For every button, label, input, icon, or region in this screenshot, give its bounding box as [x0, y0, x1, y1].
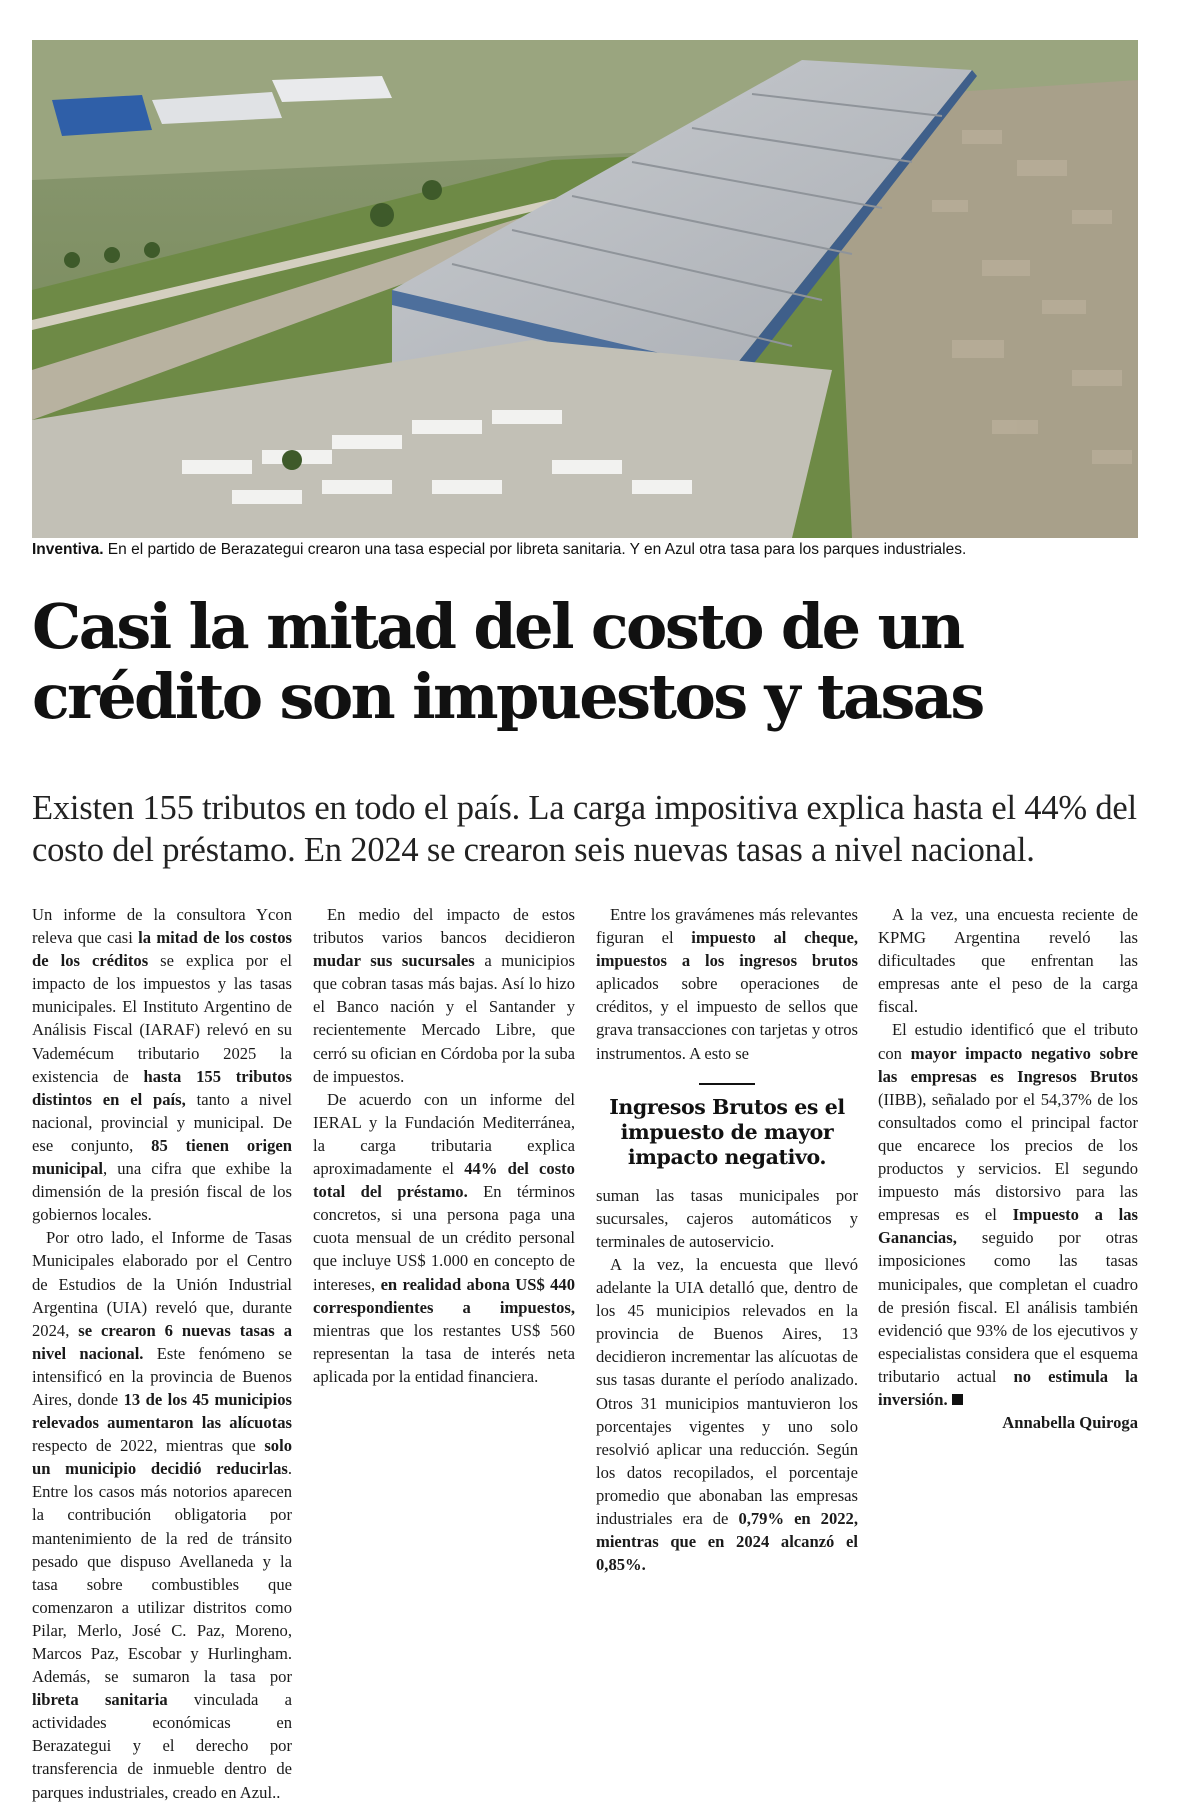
bold-run: hasta 155 tributos distintos en el país, [32, 1066, 292, 1109]
photo-caption [32, 541, 1152, 559]
bold-run: se crearon 6 nuevas tasas a nivel nacional. [32, 1320, 292, 1363]
pull-quote [596, 1083, 858, 1170]
bold-run: Impuesto a las Ganancias, [878, 1205, 1139, 1248]
text-run: mientras que los restantes US$ 560 representan la tasa de interés neta aplicada por la entidad financiera. [313, 1320, 575, 1386]
text-run: vinculada a actividades económicas en Berazategui y el derecho por transferencia de inmueble dentro de parques industriales, creado en Azul.. [32, 1690, 292, 1802]
byline: Annabella Quiroga [1002, 1413, 1138, 1433]
text-run: Un informe de la consultora Ycon releva que casi [32, 905, 292, 948]
text-run: aplicados sobre operaciones de créditos, y el impuesto de sellos que grava transacciones con tarjetas y otros instrumentos. A esto se [596, 974, 858, 1063]
paragraph-8 [878, 1018, 1138, 1411]
text-run: A la vez, una encuesta reciente de KPMG Argentina reveló las dificultades que enfrentan las empresas ante el peso de la carga fiscal. [878, 905, 1138, 1017]
bold-run: impuesto al cheque, impuestos a los ingresos brutos [596, 928, 858, 971]
bold-run: 44% del costo total del préstamo. [313, 1159, 575, 1202]
bold-run: 0,79% en 2022, mientras que en 2024 alcanzó el 0,85%. [596, 1508, 859, 1575]
bold-run: mudar sus sucursales [313, 951, 475, 971]
bold-run: en realidad abona US$ 440 correspondientes a impuestos, [313, 1274, 575, 1317]
text-run: Entre los gravámenes más relevantes figuran el [596, 905, 858, 948]
text-run: seguido por otras imposiciones como las tasas municipales, que completan el cuadro de presión fiscal. El análisis también evidenció que 93% de los ejecutivos y especialistas considera que el esquema tributario actual [878, 1228, 1138, 1386]
text-run: tanto a nivel nacional, provincial y municipal. De ese conjunto, [32, 1089, 292, 1155]
bold-run: libreta sanitaria [32, 1690, 168, 1710]
paragraph-6 [596, 1253, 858, 1576]
bold-run: mayor impacto negativo sobre las empresas es Ingresos Brutos [878, 1043, 1138, 1086]
text-run: a municipios que cobran tasas más bajas. Así lo hizo el Banco nación y el Santander y recientemente Mercado Libre, que cerró su ofician en Córdoba por la suba de impuestos. [313, 951, 575, 1086]
text-run: se explica por el impacto de los impuestos y las tasas municipales. El Instituto Argentino de Análisis Fiscal (IARAF) relevó en su Vademécum tributario 2025 la existencia de [32, 951, 292, 1086]
bold-run: solo un municipio decidió reducirlas [32, 1436, 292, 1479]
end-of-article-mark [952, 1394, 963, 1405]
bold-run: no estimula la inversión. [878, 1366, 1138, 1409]
pull-quote-rule [699, 1083, 755, 1085]
paragraph-4 [313, 1088, 575, 1388]
headline: Casi la mitad del costo de un crédito son impuestos y tasas [32, 590, 983, 733]
text-run: El estudio identificó que el tributo con [878, 1020, 1138, 1063]
text-run: En términos concretos, si una persona paga una cuota mensual de un crédito personal que incluye US$ 1.000 en concepto de intereses, [313, 1182, 575, 1294]
paragraph-2 [32, 1226, 292, 1803]
paragraph-5 [596, 903, 858, 1065]
paragraph-3 [313, 903, 575, 1088]
text-run: respecto de 2022, mientras que [32, 1436, 265, 1456]
bold-run: 13 de los 45 municipios relevados aumentaron las alícuotas [32, 1389, 292, 1433]
bold-run: 85 tienen origen municipal [32, 1135, 292, 1179]
hero-photo [32, 40, 1138, 538]
bold-run: la mitad de los costos de los créditos [32, 928, 293, 971]
text-run: suman las tasas municipales por sucursales, cajeros automáticos y terminales de autoservicio. [596, 1185, 858, 1251]
aerial-photo-illustration [32, 40, 1138, 538]
text-run: A la vez, la encuesta que llevó adelante la UIA detalló que, dentro de los 45 municipios relevados en la provincia de Buenos Aires, 13 decidieron incrementar las alícuotas de sus tasas durante el período analizado. Otros 31 municipios mantuvieron los porcentajes vigentes y uno solo resolvió aplicar una reducción. Según los datos recopilados, el porcentaje promedio que abonaban las empresas industriales era de [596, 1254, 858, 1528]
text-run: . Entre los casos más notorios aparecen la contribución obligatoria por mantenimiento de la red de tránsito pesado que dispuso Avellaneda y la tasa sobre combustibles que comenzaron a utilizar distritos como Pilar, Merlo, José C. Paz, Moreno, Marcos Paz, Escobar y Hurlingham. Además, se sumaron la tasa por [32, 1459, 292, 1687]
paragraph-7 [878, 903, 1138, 1018]
column-3 [596, 903, 858, 1576]
text-run: (IIBB), señalado por el 54,37% de los consultados como el principal factor que encarece los precios de los productos y servicios. El segundo impuesto más distorsivo para las empresas es el [878, 1089, 1138, 1225]
text-run: Este fenómeno se intensificó en la provincia de Buenos Aires, donde [32, 1343, 292, 1409]
text-run: Por otro lado, el Informe de Tasas Municipales elaborado por el Centro de Estudios de la Unión Industrial Argentina (UIA) reveló que, durante 2024, [32, 1228, 292, 1340]
caption-text: En el partido de Berazategui crearon una tasa especial por libreta sanitaria. Y en Azul otra tasa para los parques industriales. [103, 541, 967, 558]
column-2 [313, 903, 575, 1388]
column-1 [32, 903, 292, 1804]
text-run: De acuerdo con un informe del IERAL y la Fundación Mediterránea, la carga tributaria explica aproximadamente el [313, 1089, 575, 1179]
pull-quote-text: Ingresos Brutos es el impuesto de mayor impacto negativo. [609, 1094, 845, 1169]
caption-lead: Inventiva. [32, 541, 104, 558]
text-run: En medio del impacto de estos tributos varios bancos decidieron [313, 905, 575, 948]
paragraph-1 [32, 903, 292, 1226]
text-run: , una cifra que exhibe la dimensión de la presión fiscal de los gobiernos locales. [32, 1159, 292, 1225]
paragraph-5-continued [596, 1184, 858, 1253]
column-4 [878, 903, 1138, 1434]
deck: Existen 155 tributos en todo el país. La carga impositiva explica hasta el 44% del costo del préstamo. En 2024 se crearon seis nuevas tasas a nivel nacional. [32, 789, 1137, 869]
